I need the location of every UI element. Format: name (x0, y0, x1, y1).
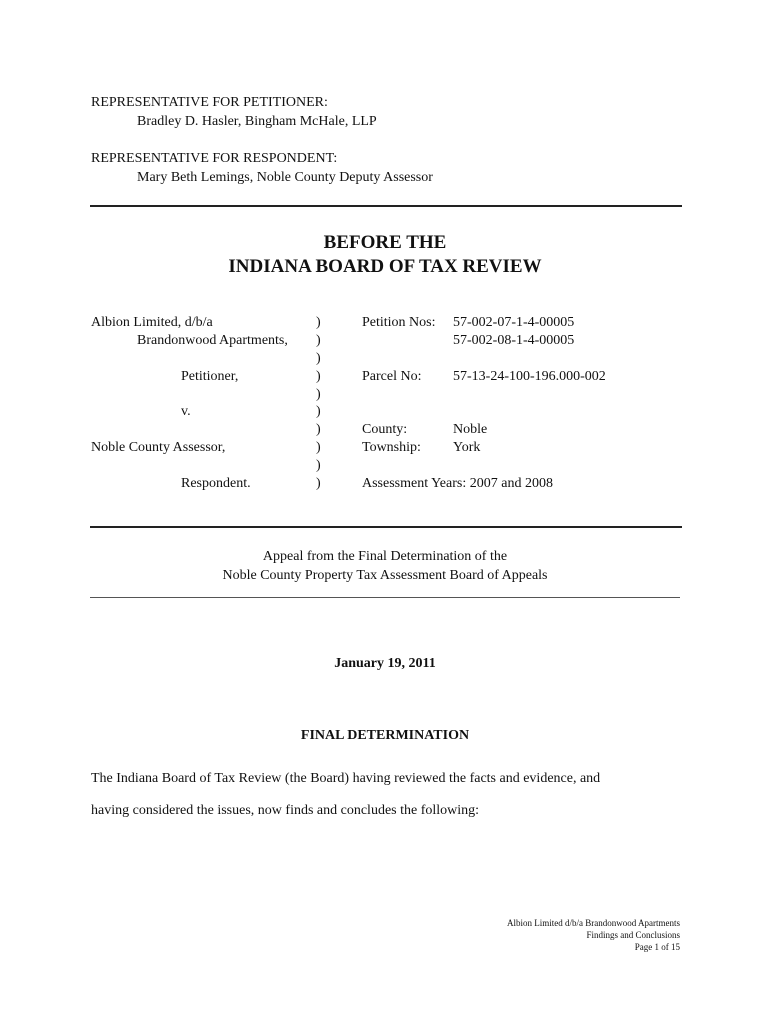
county-label: County: (362, 422, 408, 437)
top-divider (90, 205, 682, 207)
petitioner-rep-heading: REPRESENTATIVE FOR PETITIONER: (91, 95, 328, 110)
county-value: Noble (453, 422, 488, 437)
assessment-years: Assessment Years: 2007 and 2008 (362, 476, 553, 491)
caption-paren: ) (316, 315, 321, 330)
footer-page-number: Page 1 of 15 (634, 942, 680, 952)
versus: v. (181, 404, 191, 419)
caption-paren: ) (316, 351, 321, 366)
decision-date: January 19, 2011 (334, 656, 436, 671)
caption-paren: ) (316, 333, 321, 348)
appeal-divider (90, 597, 680, 598)
caption-paren: ) (316, 369, 321, 384)
petitioner-rep-name: Bradley D. Hasler, Bingham McHale, LLP (137, 114, 377, 129)
petition-number-1: 57-002-07-1-4-00005 (453, 315, 575, 330)
footer-doc-type: Findings and Conclusions (586, 930, 680, 940)
section-heading: FINAL DETERMINATION (300, 728, 470, 743)
parcel-number: 57-13-24-100-196.000-002 (453, 369, 606, 384)
caption-paren: ) (316, 440, 321, 455)
respondent-rep-heading: REPRESENTATIVE FOR RESPONDENT: (91, 151, 338, 166)
petition-number-2: 57-002-08-1-4-00005 (453, 333, 575, 348)
petitioner-name-line-2: Brandonwood Apartments, (137, 333, 288, 348)
respondent-name: Noble County Assessor, (91, 440, 226, 455)
township-value: York (453, 440, 481, 455)
petitioner-role: Petitioner, (181, 369, 239, 384)
caption-paren: ) (316, 476, 321, 491)
title-line-1: BEFORE THE (323, 232, 447, 253)
parcel-label: Parcel No: (362, 369, 422, 384)
footer-case-name: Albion Limited d/b/a Brandonwood Apartments (507, 918, 680, 928)
caption-paren: ) (316, 387, 321, 402)
body-line-2: having considered the issues, now finds and concludes the following: (91, 803, 480, 818)
petitioner-name-line-1: Albion Limited, d/b/a (91, 315, 213, 330)
title-line-2: INDIANA BOARD OF TAX REVIEW (228, 256, 542, 277)
caption-paren: ) (316, 458, 321, 473)
petition-label: Petition Nos: (362, 315, 436, 330)
appeal-line-2: Noble County Property Tax Assessment Board of Appeals (222, 568, 548, 583)
respondent-role: Respondent. (181, 476, 251, 491)
caption-paren: ) (316, 404, 321, 419)
body-line-1: The Indiana Board of Tax Review (the Board) having reviewed the facts and evidence, and (91, 771, 601, 786)
respondent-rep-name: Mary Beth Lemings, Noble County Deputy Assessor (137, 170, 433, 185)
caption-bottom-divider (90, 526, 682, 528)
caption-paren: ) (316, 422, 321, 437)
appeal-line-1: Appeal from the Final Determination of the (262, 549, 508, 564)
township-label: Township: (362, 440, 421, 455)
